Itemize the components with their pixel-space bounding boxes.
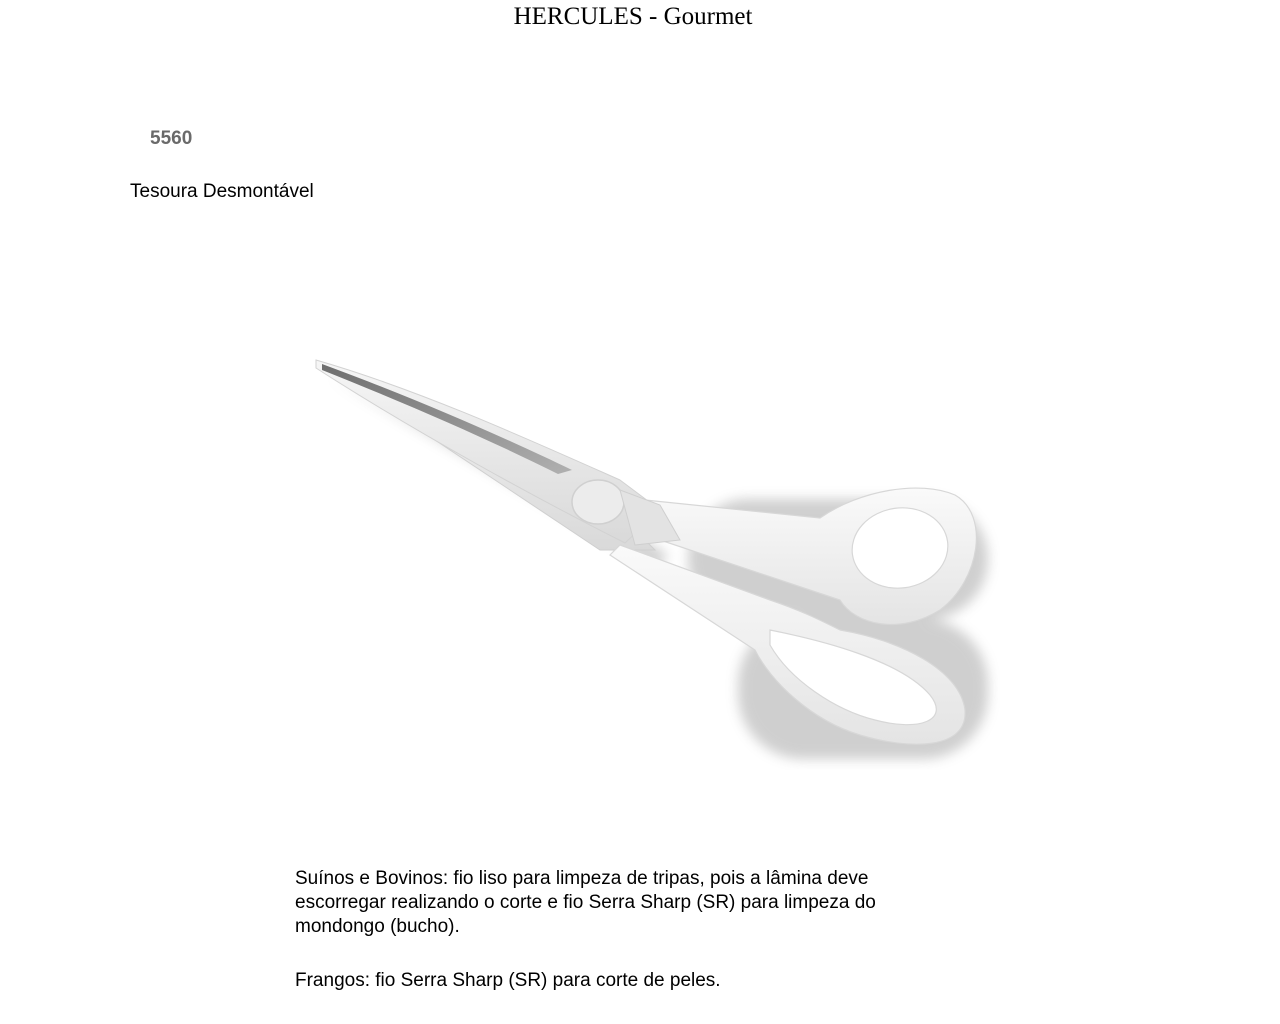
description-paragraph: Frangos: fio Serra Sharp (SR) para corte de peles. — [295, 970, 721, 991]
product-name: Tesoura Desmontável — [130, 181, 314, 202]
description-paragraph: Suínos e Bovinos: fio liso para limpeza de tripas, pois a lâmina deve escorregar realizando o corte e fio Serra Sharp (SR) para limpeza do mondongo (bucho). — [295, 868, 876, 937]
page-title: HERCULES - Gourmet — [513, 3, 753, 30]
product-code: 5560 — [150, 128, 193, 149]
product-image — [300, 340, 1000, 770]
product-description — [295, 867, 955, 993]
scissors-icon — [300, 340, 1000, 770]
